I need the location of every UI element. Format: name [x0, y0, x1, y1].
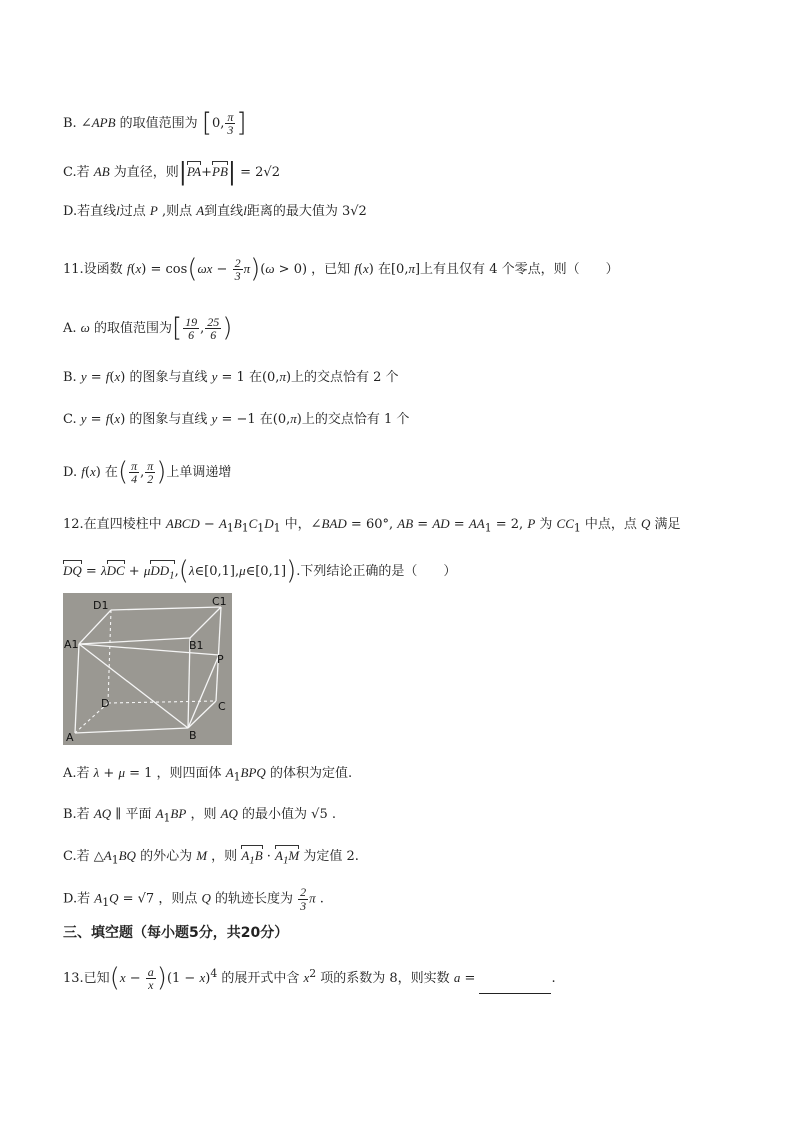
label-a: A: [66, 731, 74, 744]
q12-option-a: A.若 λ + μ = 1 ，则四面体 $A_1BPQ$ 的体积为定值.: [63, 765, 353, 784]
label-b1: B1: [189, 639, 204, 652]
label-c: C: [218, 700, 226, 713]
label-c1: C1: [212, 595, 227, 608]
label-p: P: [217, 653, 224, 666]
q10-option-b: B. ∠APB 的取值范围为 [0, $\frac{\pi}{3}$ ]: [63, 108, 247, 138]
q11-stem: 11.设函数 f(x) = cos(ωx − $\frac{2}{3}$ π)(ω > 0) ，已知 f(x) 在[0,π]上有且仅有 4 个零点，则（ ）: [63, 254, 619, 284]
q11-option-a: A. ω 的取值范围为[ $\frac{19}{6}$ , $\frac{25}{6}$ ): [63, 313, 233, 343]
q12-option-b: B.若 AQ ∥ 平面 $A_1BP$ ，则 AQ 的最小值为 √5 .: [63, 806, 337, 825]
q12-stem-line1: 12.在直四棱柱中 ABCD − $A_1B_1C_1D_1$ 中，∠BAD = 60°, AB = AD = $AA_1 = 2$, P 为 $CC_1$ 中点，点 Q 满足: [63, 516, 681, 535]
q13-stem: 13.已知(x − $\frac{a}{x}$ )$(1 - x)^4$ 的展开式中含 $x^2$ 项的系数为 8，则实数 a = .: [63, 963, 556, 993]
label-b: B: [189, 729, 197, 742]
figure-background: [63, 593, 232, 745]
q12-option-d: D.若 $A_1Q = √7$ ，则点 Q 的轨迹长度为 $\frac{2}{3}$ π .: [63, 885, 324, 913]
section-3-title: 三、填空题（每小题5分，共20分）: [63, 925, 289, 941]
q11-option-c: C. y = f(x) 的图象与直线 y = −1 在(0,π)上的交点恰有 1 个: [63, 411, 410, 427]
prism-figure: [63, 593, 232, 745]
q11-option-b: B. y = f(x) 的图象与直线 y = 1 在(0,π)上的交点恰有 2 个: [63, 369, 399, 385]
label-d1: D1: [93, 599, 109, 612]
answer-blank[interactable]: [479, 981, 551, 994]
q10-option-d: D.若直线l过点 P ,则点 A到直线l距离的最大值为 3√2: [63, 203, 367, 219]
label-d: D: [101, 697, 110, 710]
label-a1: A1: [64, 638, 79, 651]
q10-option-c: C.若 AB 为直径，则|PA+PB| = 2√2: [63, 158, 280, 186]
q12-option-c: C.若 $\triangle A_1BQ$ 的外心为 M ，则 $A_1B \cdot A_1M$ 为定值 2.: [63, 848, 359, 867]
q12-stem-line2: DQ = λDC + μDD$_1$,(λ∈[0,1],μ∈[0,1]).下列结论正确的是（ ）: [63, 556, 457, 586]
q11-option-d: D. f(x) 在( $\frac{\pi}{4}$ , $\frac{\pi}{2}$ )上单调递增: [63, 457, 232, 487]
